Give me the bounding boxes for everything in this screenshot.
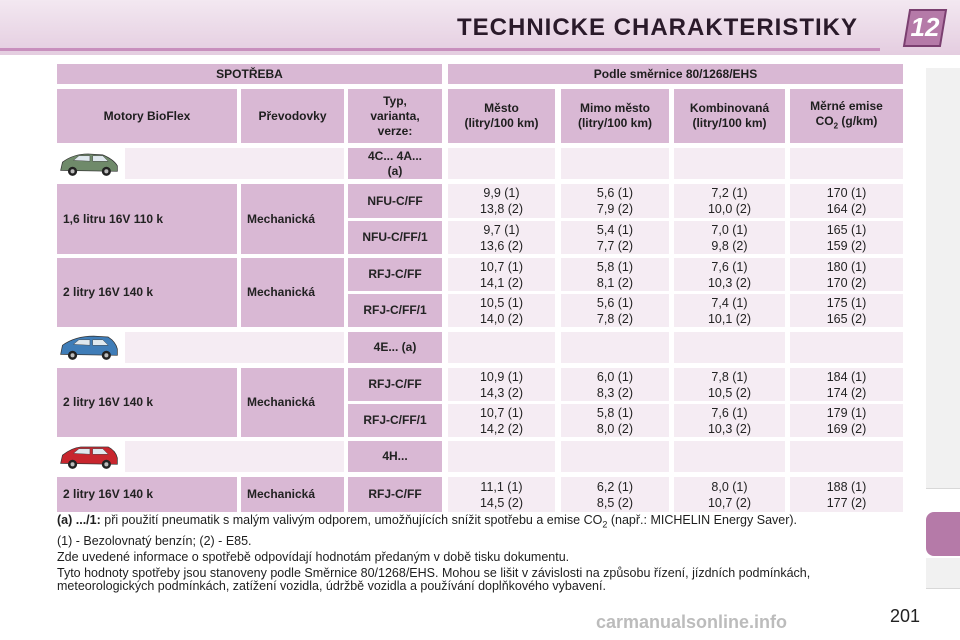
co2-emissions: 184 (1) 174 (2) bbox=[790, 368, 903, 401]
green-hatchback-car-icon bbox=[57, 148, 121, 180]
column-header-gearbox: Převodovky bbox=[241, 89, 344, 143]
column-header-co2 bbox=[790, 89, 903, 143]
type-code: 4C... 4A... (a) bbox=[348, 148, 442, 179]
side-tab[interactable] bbox=[926, 218, 960, 249]
page-number: 201 bbox=[889, 606, 920, 626]
red-estate-car-icon bbox=[57, 441, 121, 473]
co2-emissions: 165 (1) 159 (2) bbox=[790, 221, 903, 254]
header-divider bbox=[0, 48, 880, 51]
side-tab[interactable] bbox=[926, 248, 960, 279]
outside-city-consumption: 5,4 (1) 7,7 (2) bbox=[561, 221, 669, 254]
side-tab-active[interactable] bbox=[926, 512, 960, 556]
side-tab[interactable] bbox=[926, 338, 960, 369]
page-title: TECHNICKE CHARAKTERISTIKY bbox=[456, 14, 858, 41]
gearbox-label: Mechanická bbox=[241, 477, 344, 512]
co2-emissions: 188 (1) 177 (2) bbox=[790, 477, 903, 512]
blank-cell bbox=[125, 148, 344, 179]
engine-label: 1,6 litru 16V 110 k bbox=[57, 184, 237, 254]
co2-emissions: 175 (1) 165 (2) bbox=[790, 294, 903, 327]
co2-label-line1: Měrné emise bbox=[810, 98, 883, 113]
gearbox-label: Mechanická bbox=[241, 184, 344, 254]
side-tab[interactable] bbox=[926, 278, 960, 309]
car-image bbox=[57, 332, 121, 363]
version-code: NFU-C/FF/1 bbox=[348, 221, 442, 254]
co2-emissions: 170 (1) 164 (2) bbox=[790, 184, 903, 218]
table-header-directive: Podle směrnice 80/1268/EHS bbox=[448, 64, 903, 84]
blank-cell bbox=[674, 148, 785, 179]
gearbox-label: Mechanická bbox=[241, 258, 344, 327]
outside-city-consumption: 5,6 (1) 7,8 (2) bbox=[561, 294, 669, 327]
outside-city-consumption: 5,6 (1) 7,9 (2) bbox=[561, 184, 669, 218]
engine-label: 2 litry 16V 140 k bbox=[57, 368, 237, 437]
blank-cell bbox=[125, 332, 344, 363]
note-a: (a) .../1: při použití pneumatik s malým valivým odporem, umožňujících snížit spotřebu a emise $CO_2$ (např.: MICHELIN Energy Saver). bbox=[57, 513, 798, 530]
city-consumption: 10,5 (1) 14,0 (2) bbox=[448, 294, 555, 327]
combined-consumption: 7,0 (1) 9,8 (2) bbox=[674, 221, 785, 254]
city-consumption: 11,1 (1) 14,5 (2) bbox=[448, 477, 555, 512]
car-image bbox=[57, 441, 121, 472]
side-tab[interactable] bbox=[926, 458, 960, 489]
city-consumption: 9,7 (1) 13,6 (2) bbox=[448, 221, 555, 254]
combined-consumption: 7,2 (1) 10,0 (2) bbox=[674, 184, 785, 218]
combined-consumption: 7,4 (1) 10,1 (2) bbox=[674, 294, 785, 327]
column-header-type: Typ, varianta, verze: bbox=[348, 89, 442, 143]
type-code: 4H... bbox=[348, 441, 442, 472]
city-consumption: 9,9 (1) 13,8 (2) bbox=[448, 184, 555, 218]
side-tab[interactable] bbox=[926, 308, 960, 339]
table-header-consumption: SPOTŘEBA bbox=[57, 64, 442, 84]
side-tab[interactable] bbox=[926, 188, 960, 219]
version-code: RFJ-C/FF bbox=[348, 368, 442, 401]
version-code: RFJ-C/FF bbox=[348, 258, 442, 291]
car-image bbox=[57, 148, 121, 179]
note-fuel: (1) - Bezolovnatý benzín; (2) - E85. bbox=[57, 533, 252, 548]
blank-cell bbox=[674, 332, 785, 363]
gearbox-label: Mechanická bbox=[241, 368, 344, 437]
combined-consumption: 7,6 (1) 10,3 (2) bbox=[674, 258, 785, 291]
blue-minivan-car-icon bbox=[57, 332, 121, 364]
blank-cell bbox=[125, 441, 344, 472]
column-header-city: Město (litry/100 km) bbox=[448, 89, 555, 143]
side-tab[interactable] bbox=[926, 428, 960, 459]
note-values: Tyto hodnoty spotřeby jsou stanoveny podle Směrnice 80/1268/EHS. Mohou se lišit v závislosti na způsobu řízení, jízdních podmínkách, meteorologických podmínkách, zatížení vozidla, údržbě vozidla a používání doplňkového vybavení. bbox=[57, 565, 811, 593]
side-tab[interactable] bbox=[926, 158, 960, 189]
column-header-combined: Kombinovaná (litry/100 km) bbox=[674, 89, 785, 143]
outside-city-consumption: 5,8 (1) 8,1 (2) bbox=[561, 258, 669, 291]
combined-consumption: 7,8 (1) 10,5 (2) bbox=[674, 368, 785, 401]
city-consumption: 10,7 (1) 14,1 (2) bbox=[448, 258, 555, 291]
version-code: RFJ-C/FF bbox=[348, 477, 442, 512]
co2-emissions: 179 (1) 169 (2) bbox=[790, 404, 903, 437]
outside-city-consumption: 6,2 (1) 8,5 (2) bbox=[561, 477, 669, 512]
version-code: NFU-C/FF bbox=[348, 184, 442, 218]
chapter-number: 12 bbox=[910, 12, 940, 42]
version-code: RFJ-C/FF/1 bbox=[348, 294, 442, 327]
side-tab[interactable] bbox=[926, 558, 960, 589]
blank-cell bbox=[561, 441, 669, 472]
blank-cell bbox=[448, 441, 555, 472]
side-tab[interactable] bbox=[926, 68, 960, 99]
blank-cell bbox=[448, 148, 555, 179]
column-header-outside-city: Mimo město (litry/100 km) bbox=[561, 89, 669, 143]
blank-cell bbox=[674, 441, 785, 472]
side-tab[interactable] bbox=[926, 128, 960, 159]
notes bbox=[57, 514, 905, 596]
combined-consumption: 8,0 (1) 10,7 (2) bbox=[674, 477, 785, 512]
blank-cell bbox=[561, 332, 669, 363]
outside-city-consumption: 5,8 (1) 8,0 (2) bbox=[561, 404, 669, 437]
co2-label-line2: $CO_2$ (g/km) bbox=[815, 113, 878, 131]
engine-label: 2 litry 16V 140 k bbox=[57, 258, 237, 327]
combined-consumption: 7,6 (1) 10,3 (2) bbox=[674, 404, 785, 437]
blank-cell bbox=[790, 332, 903, 363]
city-consumption: 10,7 (1) 14,2 (2) bbox=[448, 404, 555, 437]
blank-cell bbox=[790, 441, 903, 472]
co2-emissions: 180 (1) 170 (2) bbox=[790, 258, 903, 291]
blank-cell bbox=[790, 148, 903, 179]
note-info: Zde uvedené informace o spotřebě odpovídají hodnotám předaným v době tisku dokumentu. bbox=[57, 549, 570, 564]
outside-city-consumption: 6,0 (1) 8,3 (2) bbox=[561, 368, 669, 401]
column-header-engine: Motory BioFlex bbox=[57, 89, 237, 143]
side-tab[interactable] bbox=[926, 398, 960, 429]
blank-cell bbox=[561, 148, 669, 179]
side-tabs bbox=[926, 68, 960, 578]
side-tab[interactable] bbox=[926, 98, 960, 129]
watermark: carmanualsonline.info bbox=[596, 612, 788, 632]
engine-label: 2 litry 16V 140 k bbox=[57, 477, 237, 512]
version-code: RFJ-C/FF/1 bbox=[348, 404, 442, 437]
side-tab[interactable] bbox=[926, 368, 960, 399]
blank-cell bbox=[448, 332, 555, 363]
type-code: 4E... (a) bbox=[348, 332, 442, 363]
city-consumption: 10,9 (1) 14,3 (2) bbox=[448, 368, 555, 401]
